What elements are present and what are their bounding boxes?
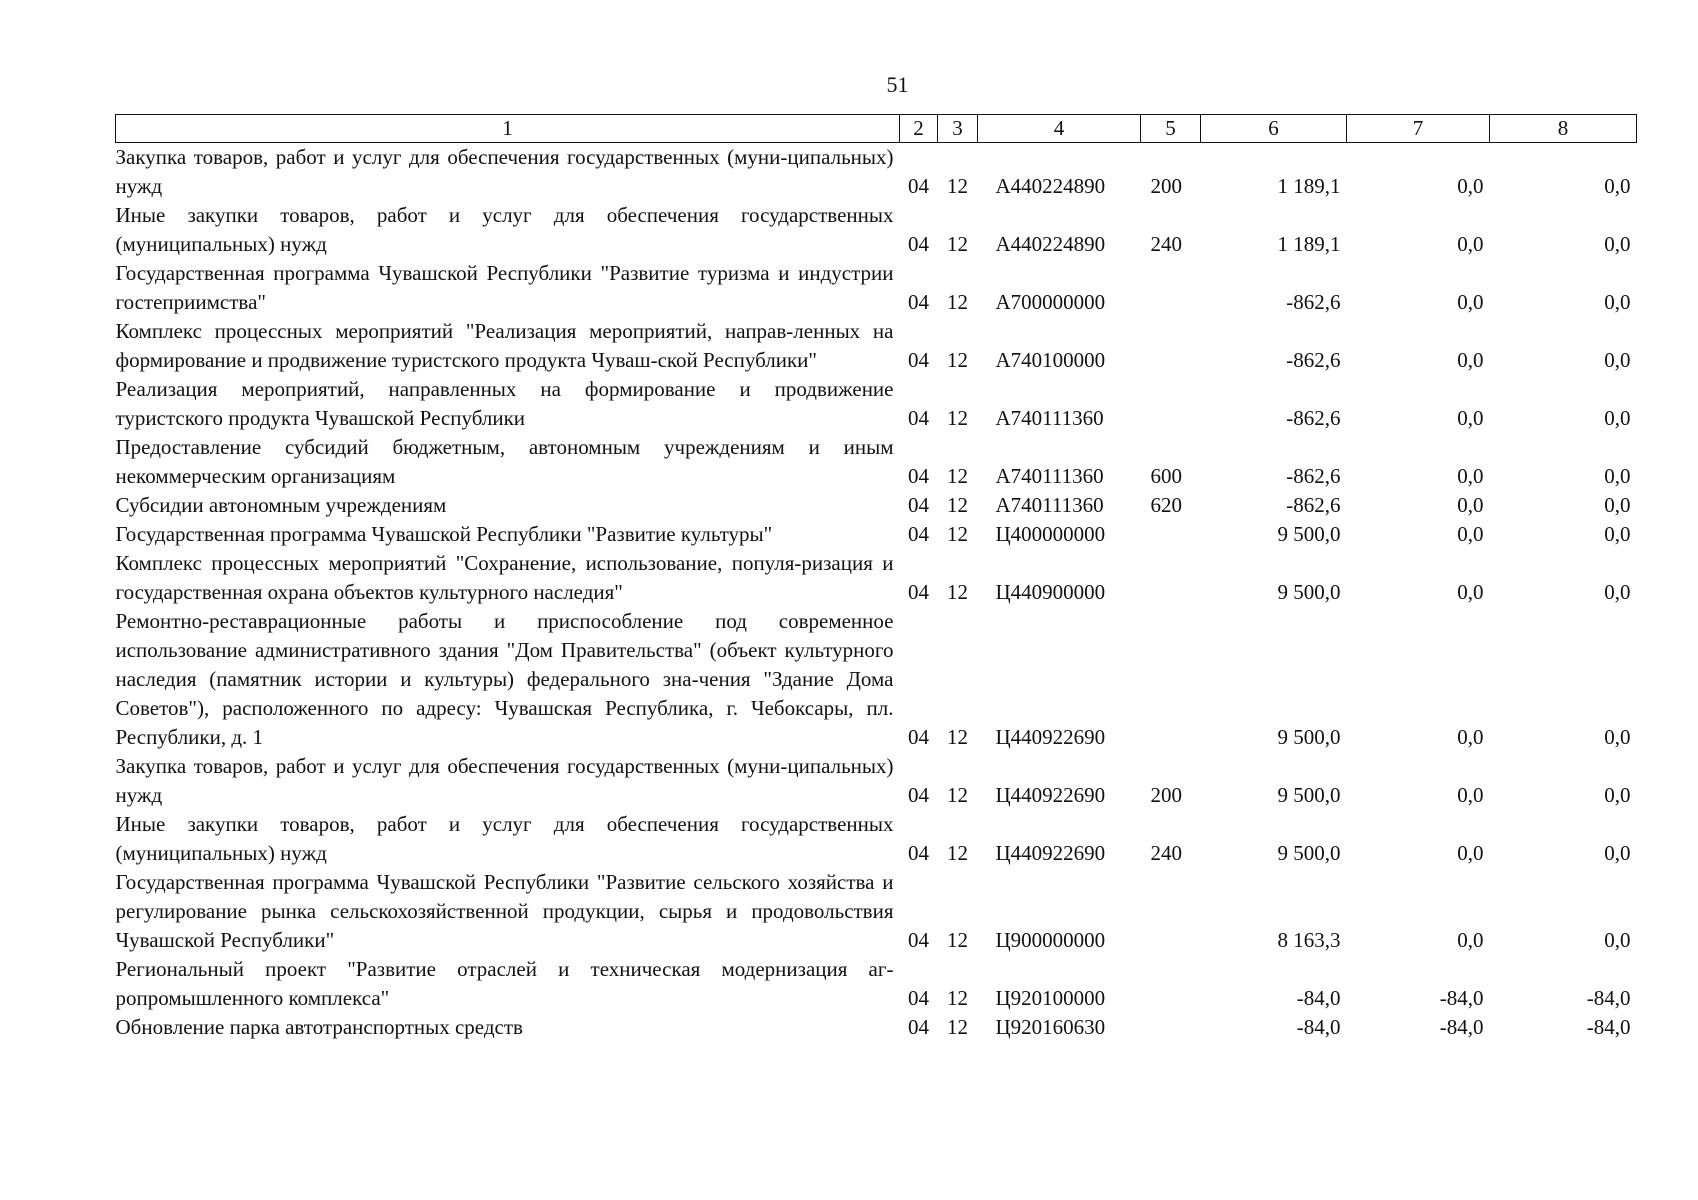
row-expense-type: [1141, 317, 1201, 375]
row-amount-col8: 0,0: [1604, 725, 1631, 749]
header-col-8: 8: [1490, 115, 1637, 143]
row-amount-col6: -862,6: [1286, 464, 1341, 488]
row-amount-col8: -84,0: [1586, 1015, 1631, 1039]
row-expense-type: 200: [1150, 174, 1182, 198]
row-target-code: Ц920160630: [995, 1015, 1106, 1039]
header-col-1: 1: [116, 115, 900, 143]
row-amount-col8: 0,0: [1604, 522, 1631, 546]
row-amount-col6: -862,6: [1286, 406, 1341, 430]
row-amount-col6: 9 500,0: [1277, 725, 1341, 749]
table-header: [116, 115, 1637, 143]
row-expense-type: [1141, 259, 1201, 317]
row-name: Закупка товаров, работ и услуг для обеспечения государственных (муни-ципальных) нужд: [115, 145, 894, 198]
row-amount-col6: -862,6: [1286, 348, 1341, 372]
row-amount-col7: 0,0: [1457, 783, 1484, 807]
row-section: 04: [908, 783, 929, 807]
row-expense-type: 240: [1150, 841, 1182, 865]
row-name: Ремонтно-реставрационные работы и приспособление под современное использование административного здания "Дом Правительства" (объект культурного наследия (памятник истории и культуры) федерального зна-чения "Здание Дома Советов"), расположенного по адресу: Чувашская Республика, г. Чебоксары, пл. Республики, д. 1: [115, 609, 894, 749]
table-row: [116, 607, 1637, 752]
row-amount-col7: 0,0: [1457, 580, 1484, 604]
row-amount-col6: 1 189,1: [1277, 174, 1341, 198]
row-section: 04: [908, 928, 929, 952]
row-subsection: 12: [947, 928, 968, 952]
table-row: [116, 317, 1637, 375]
table-body: [116, 143, 1637, 1043]
row-amount-col8: 0,0: [1604, 290, 1631, 314]
row-expense-type: [1141, 520, 1201, 549]
row-expense-type: 200: [1150, 783, 1182, 807]
row-target-code: Ц400000000: [995, 522, 1106, 546]
row-amount-col7: 0,0: [1457, 290, 1484, 314]
header-col-2: 2: [900, 115, 938, 143]
row-subsection: 12: [947, 725, 968, 749]
row-section: 04: [908, 348, 929, 372]
row-name: Обновление парка автотранспортных средств: [115, 1015, 523, 1039]
row-name: Субсидии автономным учреждениям: [115, 493, 447, 517]
row-expense-type: [1141, 607, 1201, 752]
row-target-code: А700000000: [995, 290, 1106, 314]
row-amount-col6: 9 500,0: [1277, 783, 1341, 807]
row-name: Государственная программа Чувашской Республики "Развитие туризма и индустрии гостеприимства": [115, 261, 894, 314]
row-section: 04: [908, 1015, 929, 1039]
row-target-code: Ц440900000: [995, 580, 1106, 604]
row-amount-col6: -84,0: [1296, 986, 1341, 1010]
row-name: Государственная программа Чувашской Республики "Развитие сельского хозяйства и регулирование рынка сельскохозяйственной продукции, сырья и продовольствия Чувашской Республики": [115, 870, 894, 952]
row-amount-col7: 0,0: [1457, 348, 1484, 372]
row-amount-col8: 0,0: [1604, 174, 1631, 198]
header-col-3: 3: [938, 115, 978, 143]
row-amount-col8: 0,0: [1604, 580, 1631, 604]
table-row: [116, 955, 1637, 1013]
table-row: [116, 549, 1637, 607]
header-row: [116, 115, 1637, 143]
row-amount-col7: -84,0: [1439, 986, 1484, 1010]
row-amount-col7: 0,0: [1457, 406, 1484, 430]
row-amount-col7: -84,0: [1439, 1015, 1484, 1039]
row-amount-col7: 0,0: [1457, 464, 1484, 488]
row-name: Реализация мероприятий, направленных на формирование и продвижение туристского продукта Чувашской Республики: [115, 377, 894, 430]
row-target-code: Ц440922690: [995, 783, 1106, 807]
row-subsection: 12: [947, 493, 968, 517]
row-name: Комплекс процессных мероприятий "Реализация мероприятий, направ-ленных на формирование и продвижение туристского продукта Чуваш-ской Республики": [115, 319, 894, 372]
budget-table: [115, 114, 1637, 1042]
row-target-code: А740100000: [995, 348, 1106, 372]
row-expense-type: [1141, 868, 1201, 955]
table-row: [116, 752, 1637, 810]
row-amount-col7: 0,0: [1457, 232, 1484, 256]
table-row: [116, 868, 1637, 955]
row-expense-type: [1141, 955, 1201, 1013]
row-target-code: А740111360: [995, 464, 1104, 488]
header-col-4: 4: [978, 115, 1141, 143]
row-expense-type: [1141, 549, 1201, 607]
row-amount-col7: 0,0: [1457, 493, 1484, 517]
row-name: Комплекс процессных мероприятий "Сохранение, использование, популя-ризация и государственная охрана объектов культурного наследия": [115, 551, 894, 604]
header-col-6: 6: [1201, 115, 1347, 143]
row-target-code: А740111360: [995, 406, 1104, 430]
row-section: 04: [908, 493, 929, 517]
row-subsection: 12: [947, 174, 968, 198]
row-amount-col6: 9 500,0: [1277, 580, 1341, 604]
row-subsection: 12: [947, 783, 968, 807]
table-row: [116, 520, 1637, 549]
row-amount-col8: -84,0: [1586, 986, 1631, 1010]
row-name: Предоставление субсидий бюджетным, автономным учреждениям и иным некоммерческим организациям: [115, 435, 894, 488]
row-target-code: Ц440922690: [995, 841, 1106, 865]
table-row: [116, 143, 1637, 202]
row-name: Региональный проект "Развитие отраслей и техническая модернизация аг-ропромышленного комплекса": [115, 957, 894, 1010]
row-section: 04: [908, 406, 929, 430]
row-amount-col6: -862,6: [1286, 493, 1341, 517]
table-row: [116, 1013, 1637, 1042]
row-amount-col7: 0,0: [1457, 725, 1484, 749]
row-name: Иные закупки товаров, работ и услуг для обеспечения государственных (муниципальных) нужд: [115, 203, 894, 256]
table-row: [116, 810, 1637, 868]
row-section: 04: [908, 290, 929, 314]
row-target-code: Ц920100000: [995, 986, 1106, 1010]
row-expense-type: [1141, 375, 1201, 433]
header-col-5: 5: [1141, 115, 1201, 143]
row-section: 04: [908, 522, 929, 546]
row-section: 04: [908, 464, 929, 488]
row-name: Иные закупки товаров, работ и услуг для обеспечения государственных (муниципальных) нужд: [115, 812, 894, 865]
table-row: [116, 433, 1637, 491]
row-expense-type: [1141, 1013, 1201, 1042]
row-amount-col7: 0,0: [1457, 522, 1484, 546]
row-expense-type: 620: [1150, 493, 1182, 517]
row-amount-col7: 0,0: [1457, 928, 1484, 952]
table-row: [116, 375, 1637, 433]
row-amount-col8: 0,0: [1604, 493, 1631, 517]
row-subsection: 12: [947, 1015, 968, 1039]
row-amount-col8: 0,0: [1604, 348, 1631, 372]
row-subsection: 12: [947, 232, 968, 256]
row-subsection: 12: [947, 406, 968, 430]
row-section: 04: [908, 174, 929, 198]
row-name: Закупка товаров, работ и услуг для обеспечения государственных (муни-ципальных) нужд: [115, 754, 894, 807]
row-amount-col8: 0,0: [1604, 464, 1631, 488]
row-amount-col8: 0,0: [1604, 232, 1631, 256]
row-subsection: 12: [947, 464, 968, 488]
header-col-7: 7: [1347, 115, 1490, 143]
row-expense-type: 600: [1150, 464, 1182, 488]
row-section: 04: [908, 986, 929, 1010]
row-amount-col7: 0,0: [1457, 841, 1484, 865]
row-expense-type: 240: [1150, 232, 1182, 256]
row-amount-col6: 1 189,1: [1277, 232, 1341, 256]
row-section: 04: [908, 841, 929, 865]
table-row: [116, 259, 1637, 317]
row-target-code: А740111360: [995, 493, 1104, 517]
row-section: 04: [908, 725, 929, 749]
row-amount-col8: 0,0: [1604, 928, 1631, 952]
row-amount-col8: 0,0: [1604, 841, 1631, 865]
row-section: 04: [908, 232, 929, 256]
table-row: [116, 491, 1637, 520]
row-amount-col7: 0,0: [1457, 174, 1484, 198]
row-subsection: 12: [947, 986, 968, 1010]
row-amount-col6: -862,6: [1286, 290, 1341, 314]
row-section: 04: [908, 580, 929, 604]
row-target-code: А440224890: [995, 174, 1106, 198]
row-subsection: 12: [947, 841, 968, 865]
row-amount-col8: 0,0: [1604, 783, 1631, 807]
row-subsection: 12: [947, 348, 968, 372]
row-subsection: 12: [947, 522, 968, 546]
row-amount-col8: 0,0: [1604, 406, 1631, 430]
row-amount-col6: 8 163,3: [1277, 928, 1341, 952]
row-subsection: 12: [947, 580, 968, 604]
row-target-code: Ц900000000: [995, 928, 1106, 952]
page-number: 51: [886, 72, 909, 97]
row-target-code: Ц440922690: [995, 725, 1106, 749]
row-subsection: 12: [947, 290, 968, 314]
row-amount-col6: 9 500,0: [1277, 841, 1341, 865]
row-amount-col6: 9 500,0: [1277, 522, 1341, 546]
row-amount-col6: -84,0: [1296, 1015, 1341, 1039]
row-target-code: А440224890: [995, 232, 1106, 256]
table-row: [116, 201, 1637, 259]
row-name: Государственная программа Чувашской Республики "Развитие культуры": [115, 522, 773, 546]
